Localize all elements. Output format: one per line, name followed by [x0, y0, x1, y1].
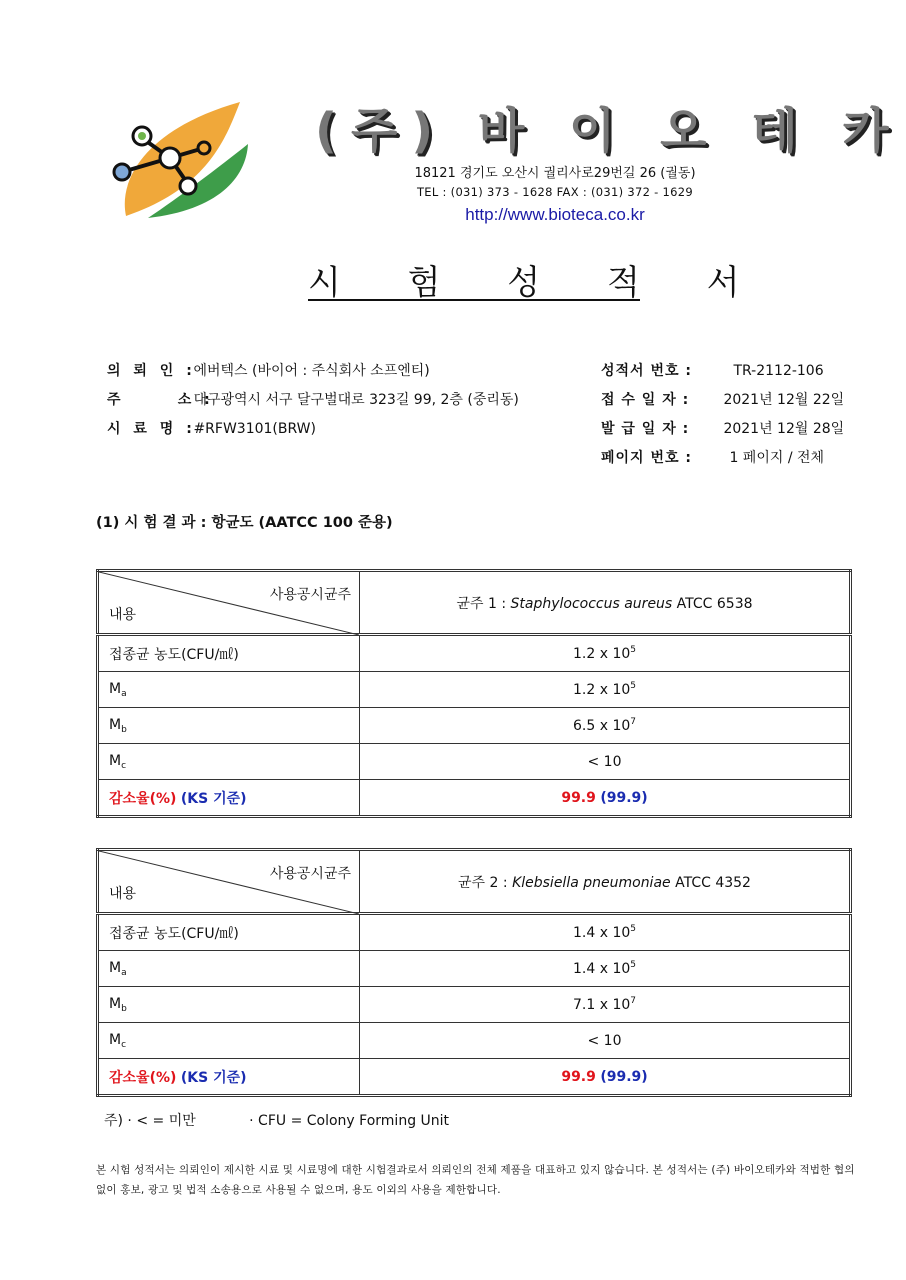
- footnote: 주) · < = 미만 · CFU = Colony Forming Unit: [104, 1113, 450, 1129]
- strain-prefix: 균주 1 :: [456, 595, 511, 612]
- strain-suffix: ATCC 6538: [672, 595, 753, 612]
- result-table-1: [96, 569, 852, 818]
- client-value: 에버텍스 (바이어 : 주식회사 소프엔티): [193, 363, 430, 379]
- value-exponent: 5: [630, 645, 636, 655]
- report-no-value: TR-2112-106: [733, 363, 824, 379]
- sample-label: 시 료 명 :: [107, 421, 196, 437]
- label-main: M: [109, 680, 122, 697]
- info-left: [107, 360, 519, 440]
- row-label: 접종균 농도(CFU/㎖): [98, 635, 360, 672]
- reduction-value: [360, 780, 851, 817]
- reduction-row: [98, 1059, 851, 1096]
- value-exponent: 7: [630, 717, 636, 727]
- value-base: 1.2 x 10: [573, 646, 631, 662]
- table-row: [98, 672, 851, 708]
- table-row: [98, 744, 851, 780]
- result-table-2: [96, 848, 852, 1097]
- value-base: 6.5 x 10: [573, 718, 631, 734]
- header-strain-label: 사용공시균주: [269, 866, 351, 882]
- strain-name: Staphylococcus aureus: [510, 595, 673, 612]
- reduction-value-main: 99.9: [561, 789, 596, 806]
- diagonal-header-cell: [98, 850, 360, 914]
- row-value: [360, 635, 851, 672]
- company-phone: TEL : (031) 373 - 1628 FAX : (031) 372 - 1629: [416, 185, 694, 199]
- disclaimer: 본 시험 성적서는 의뢰인이 제시한 시료 및 시료명에 대한 시험결과로서 의뢰인의 전체 제품을 대표하고 있지 않습니다. 본 성적서는 (주) 바이오테카와 적법한 협의 없이 홍보, 광고 및 법적 소송용으로 사용될 수 없으며, 용도 이외의 사용을 제한합니다.: [96, 1164, 855, 1196]
- company-name: (주) 바 이 오 테 카: [315, 103, 903, 159]
- value-exponent: 7: [630, 996, 636, 1006]
- table-row: [98, 987, 851, 1023]
- strain-cell: [360, 850, 851, 914]
- label-subscript: a: [121, 967, 127, 978]
- row-label: [98, 708, 360, 744]
- header-content-label: 내용: [109, 886, 137, 902]
- reduction-value-main: 99.9: [561, 1068, 596, 1085]
- value-base: 1.2 x 10: [573, 682, 631, 698]
- reduction-label-main: 감소율(%): [109, 1069, 177, 1086]
- reduction-label-standard: (KS 기준): [180, 1069, 247, 1086]
- strain-name: Klebsiella pneumoniae: [512, 874, 671, 891]
- strain-suffix: ATCC 4352: [670, 874, 751, 891]
- row-value: [360, 708, 851, 744]
- label-subscript: c: [121, 1039, 127, 1050]
- document-title: 시 험 성 적 서: [308, 255, 640, 301]
- sample-value: #RFW3101(BRW): [193, 421, 316, 437]
- value-exponent: 5: [630, 681, 636, 691]
- row-label: [98, 672, 360, 708]
- company-logo: [108, 98, 250, 220]
- company-address: 18121 경기도 오산시 궐리사로29번길 26 (궐동): [414, 166, 696, 181]
- reduction-label: [98, 1059, 360, 1096]
- label-main: M: [109, 716, 122, 733]
- value-base: 1.4 x 10: [573, 925, 631, 941]
- row-value: [360, 987, 851, 1023]
- row-value: [360, 672, 851, 708]
- table-header-row: [98, 850, 851, 914]
- page-number-value: 1 페이지 / 전체: [729, 450, 825, 466]
- company-url-link[interactable]: http://www.bioteca.co.kr: [465, 205, 645, 224]
- reduction-value-standard: (99.9): [600, 1068, 648, 1085]
- issued-date-label: 발 급 일 자 :: [601, 421, 690, 437]
- info-right: [601, 360, 844, 469]
- row-label: [98, 951, 360, 987]
- row-value: [360, 951, 851, 987]
- section-heading: (1) 시 험 결 과 : 항균도 (AATCC 100 준용): [96, 515, 393, 531]
- label-main: M: [109, 959, 122, 976]
- value-exponent: 5: [630, 960, 636, 970]
- value-exponent: 5: [630, 924, 636, 934]
- value-base: 7.1 x 10: [573, 997, 631, 1013]
- address-label: 주 소 :: [107, 392, 214, 408]
- header-content-label: 내용: [109, 607, 137, 623]
- label-main: M: [109, 752, 122, 769]
- label-subscript: c: [121, 760, 127, 771]
- diagonal-header-cell: [98, 571, 360, 635]
- row-label: [98, 987, 360, 1023]
- reduction-row: [98, 780, 851, 817]
- value-base: 1.4 x 10: [573, 961, 631, 977]
- reduction-value: [360, 1059, 851, 1096]
- issued-date-value: 2021년 12월 28일: [723, 421, 845, 437]
- address-value: 대구광역시 서구 달구벌대로 323길 99, 2층 (중리동): [193, 392, 519, 408]
- label-subscript: a: [121, 688, 127, 699]
- label-main: M: [109, 995, 122, 1012]
- header-strain-label: 사용공시균주: [269, 587, 351, 603]
- strain-cell: [360, 571, 851, 635]
- label-main: M: [109, 1031, 122, 1048]
- received-date-label: 접 수 일 자 :: [601, 392, 690, 408]
- row-value: [360, 914, 851, 951]
- table-row: [98, 914, 851, 951]
- label-subscript: b: [121, 1003, 127, 1014]
- row-label: [98, 744, 360, 780]
- client-label: 의 뢰 인 :: [107, 363, 196, 379]
- received-date-value: 2021년 12월 22일: [723, 392, 845, 408]
- row-label: 접종균 농도(CFU/㎖): [98, 914, 360, 951]
- table-row: [98, 951, 851, 987]
- row-label: [98, 1023, 360, 1059]
- label-subscript: b: [121, 724, 127, 735]
- page-number-label: 페이지 번호 :: [601, 450, 692, 466]
- report-no-label: 성적서 번호 :: [601, 363, 692, 379]
- strain-prefix: 균주 2 :: [458, 874, 513, 891]
- reduction-label-main: 감소율(%): [109, 790, 177, 807]
- table-row: [98, 635, 851, 672]
- reduction-label: [98, 780, 360, 817]
- table-row: [98, 1023, 851, 1059]
- reduction-value-standard: (99.9): [600, 789, 648, 806]
- reduction-label-standard: (KS 기준): [180, 790, 247, 807]
- table-row: [98, 708, 851, 744]
- table-header-row: [98, 571, 851, 635]
- row-value: < 10: [360, 1023, 851, 1059]
- row-value: < 10: [360, 744, 851, 780]
